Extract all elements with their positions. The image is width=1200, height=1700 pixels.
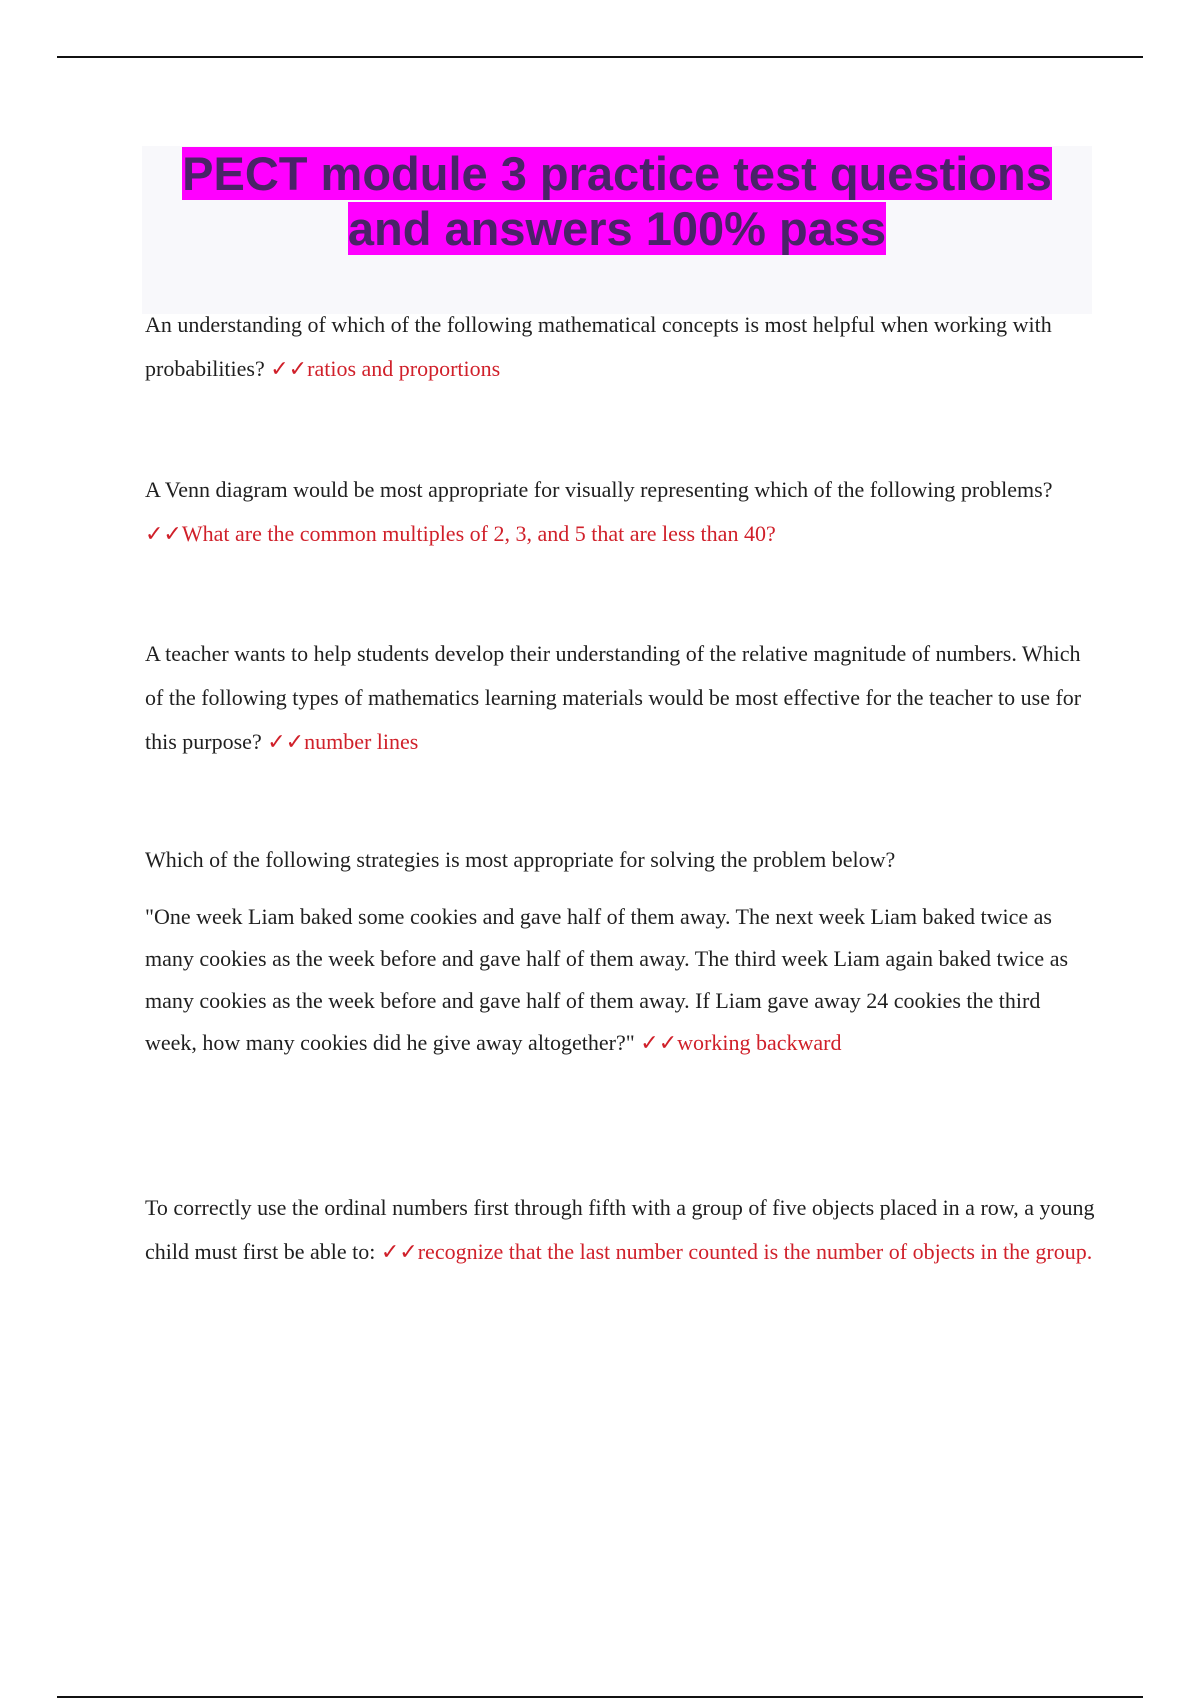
double-check-icon: ✓✓ — [640, 1031, 678, 1056]
question-block-4 — [145, 838, 1095, 1065]
question-detail-text: "One week Liam baked some cookies and gave half of them away. The next week Liam baked twice as many cookies as the week before and gave half of them away. The third week Liam again baked twice as many cookies as the week before and gave half of them away. If Liam gave away 24 cookies the third week, how many cookies did he give away altogether?" — [145, 904, 1069, 1055]
question-text: A teacher wants to help students develop their understanding of the relative magnitude of numbers. Which of the following types of mathematics learning materials would be most effective for the teacher to use for this purpose? — [145, 641, 1082, 754]
answer-text: working backward — [677, 1030, 842, 1055]
question-block-3 — [145, 632, 1095, 765]
answer-text: What are the common multiples of 2, 3, and 5 that are less than 40? — [181, 521, 776, 546]
question-text: Which of the following strategies is most appropriate for solving the problem below? — [145, 847, 896, 872]
question-text: To correctly use the ordinal numbers first through fifth with a group of five objects placed in a row, a young child must first be able to: — [145, 1195, 1095, 1264]
top-rule — [57, 56, 1143, 58]
question-block-5 — [145, 1186, 1095, 1275]
bottom-rule — [57, 1696, 1143, 1698]
document-title: PECT module 3 practice test questions and answers 100% pass — [182, 147, 1052, 255]
double-check-icon: ✓✓ — [267, 730, 305, 755]
answer-text: recognize that the last number counted is the number of objects in the group. — [417, 1239, 1093, 1264]
title-banner — [142, 146, 1092, 314]
question-block-1 — [145, 303, 1095, 392]
question-block-2 — [145, 468, 1095, 557]
question-text: A Venn diagram would be most appropriate for visually representing which of the following problems? — [145, 477, 1053, 502]
answer-text: number lines — [304, 729, 419, 754]
double-check-icon: ✓✓ — [270, 357, 308, 382]
double-check-icon: ✓✓ — [380, 1240, 418, 1265]
double-check-icon: ✓✓ — [145, 522, 182, 547]
question-text: An understanding of which of the following mathematical concepts is most helpful when working with probabilities? — [145, 312, 1052, 381]
answer-text: ratios and proportions — [307, 356, 501, 381]
